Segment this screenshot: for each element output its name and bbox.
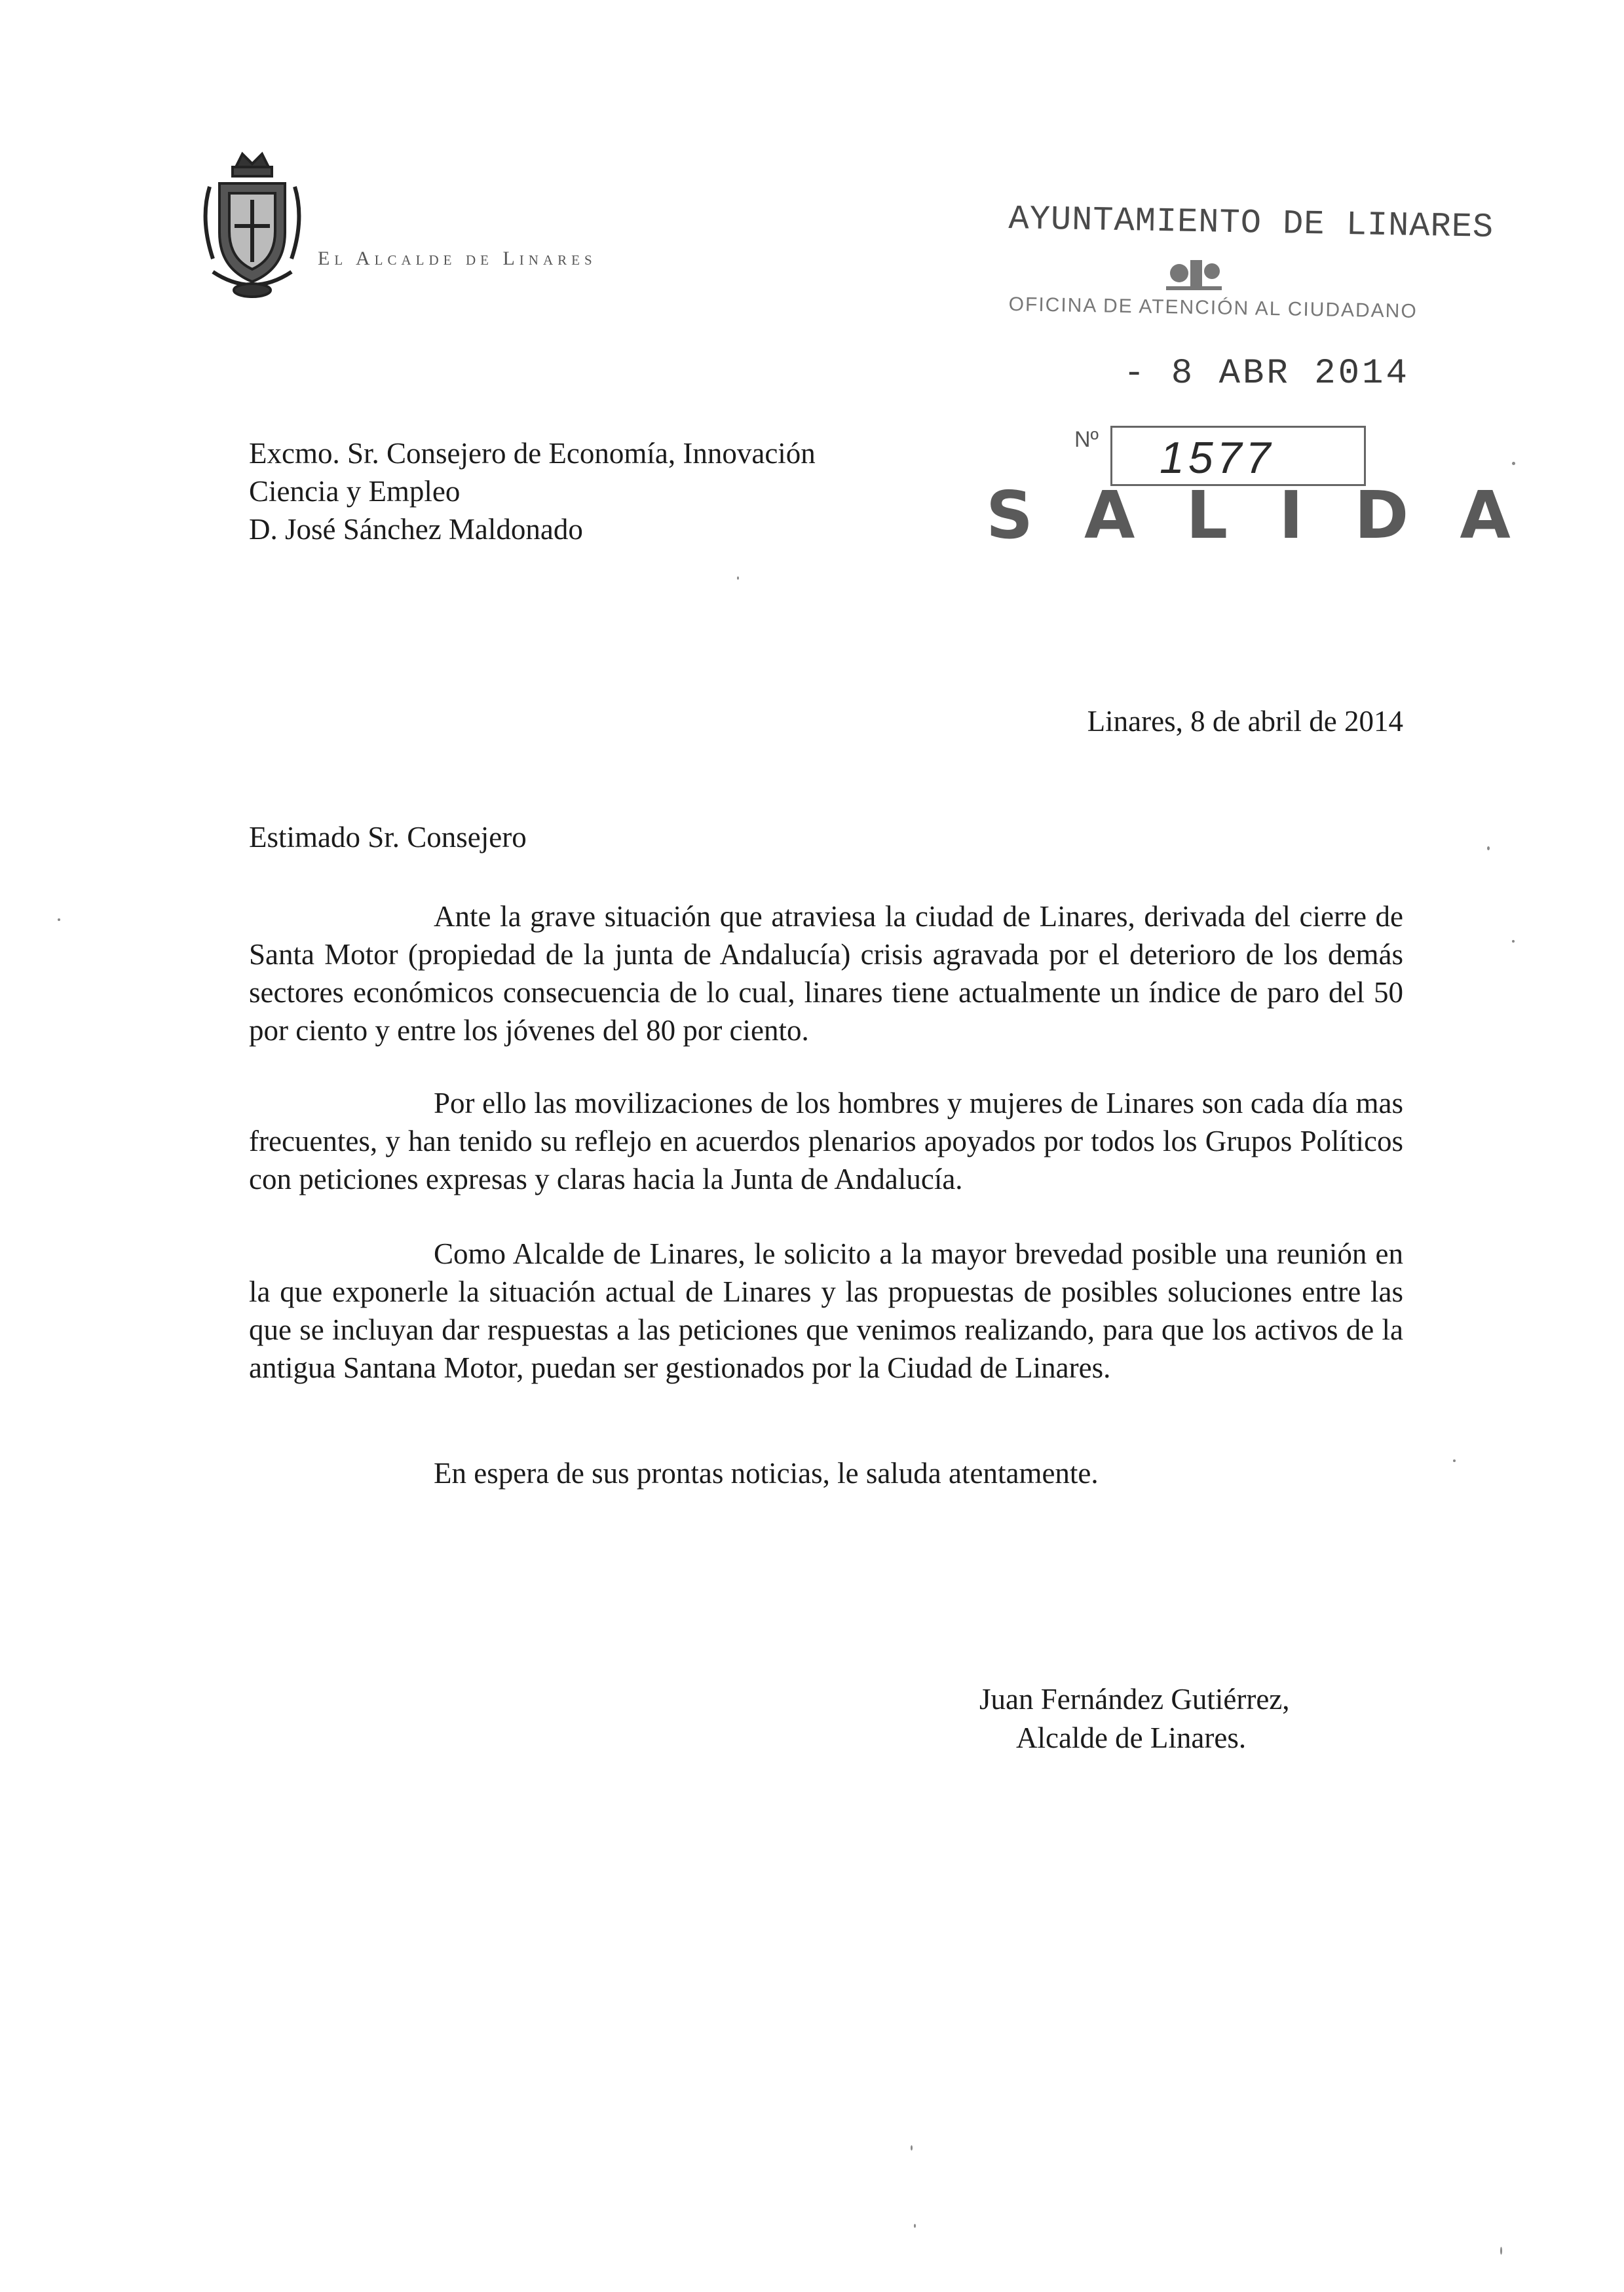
scan-speck	[914, 2224, 916, 2228]
scan-speck	[737, 576, 739, 580]
letterhead-text: El Alcalde de Linares	[318, 248, 597, 269]
scan-speck	[1453, 1459, 1456, 1462]
body-paragraph: Por ello las movilizaciones de los hombres y mujeres de Linares son cada día mas frecuentes, y han tenido su reflejo en acuerdos plenarios apoyados por todos los Grupos Políticos con peticiones expresas y claras hacia la Junta de Andalucía.	[249, 1087, 1403, 1195]
stamp-emblem-icon	[1163, 250, 1225, 296]
body-paragraph: Ante la grave situación que atraviesa la ciudad de Linares, derivada del cierre de Santa Motor (propiedad de la junta de Andalucía) crisis agravada por el deterioro de los demás sectores económicos consecuencia de lo cual, linares tiene actualmente un índice de paro del 50 por ciento y entre los jóvenes del 80 por ciento.	[249, 900, 1403, 1047]
recipient-line: Excmo. Sr. Consejero de Economía, Innovación	[249, 437, 816, 470]
stamp-number-label: Nº	[1074, 427, 1099, 452]
letter-date: Linares, 8 de abril de 2014	[1087, 705, 1403, 738]
scan-speck	[1487, 846, 1490, 850]
scan-speck	[911, 2145, 913, 2151]
stamp-office-name: AYUNTAMIENTO DE LINARES	[1008, 200, 1494, 247]
coat-of-arms-icon	[197, 147, 308, 298]
stamp-service-name: OFICINA DE ATENCIÓN AL CIUDADANO	[1008, 293, 1418, 322]
closing-line: En espera de sus prontas noticias, le saluda atentamente.	[434, 1457, 1099, 1490]
recipient-line: Ciencia y Empleo	[249, 475, 461, 508]
scan-speck	[1512, 940, 1515, 943]
salutation: Estimado Sr. Consejero	[249, 821, 527, 854]
stamp-number: 1577	[1160, 433, 1275, 483]
recipient-block	[249, 434, 816, 548]
body-paragraph: Como Alcalde de Linares, le solicito a la mayor brevedad posible una reunión en la que exponerle la situación actual de Linares y las propuestas de posibles soluciones entre las que se incluyan dar respuestas a las peticiones que venimos realizando, para que los activos de la antigua Santana Motor, puedan ser gestionados por la Ciudad de Linares.	[249, 1237, 1403, 1384]
scan-speck	[58, 918, 60, 921]
signer-name: Juan Fernández Gutiérrez,	[979, 1683, 1290, 1716]
stamp-type: SALIDA	[986, 477, 1562, 554]
scan-speck	[1512, 462, 1515, 465]
scan-speck	[1500, 2247, 1502, 2255]
signer-title: Alcalde de Linares.	[1016, 1721, 1247, 1754]
stamp-date: - 8 ABR 2014	[1124, 354, 1410, 394]
recipient-line: D. José Sánchez Maldonado	[249, 513, 583, 546]
